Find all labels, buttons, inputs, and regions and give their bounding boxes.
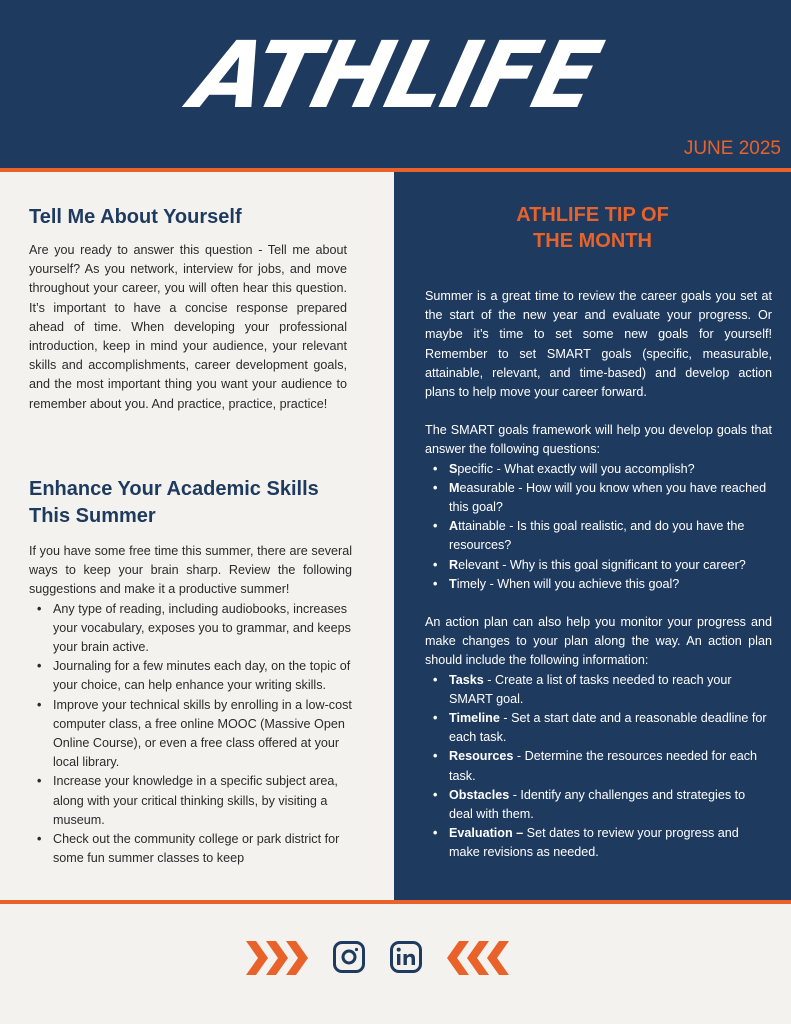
list-item bbox=[449, 575, 772, 594]
tip-paragraph: Summer is a great time to review the career goals you set at the start of the new year and evaluate your progress. Or maybe it’s time to set some new goals for yourself! Remember to set SMART goals (specific, measurable, attainable, relevant, and time-based) and develop action plans to help move your career forward. bbox=[425, 289, 772, 400]
tip-paragraph: The SMART goals framework will help you develop goals that answer the following questions: bbox=[425, 423, 772, 457]
smart-text: pecific - What exactly will you accomplish? bbox=[457, 461, 695, 476]
chevrons-right-icon bbox=[246, 941, 310, 975]
action-plan-list bbox=[425, 671, 772, 863]
smart-text: imely - When will you achieve this goal? bbox=[456, 576, 680, 591]
list-item bbox=[449, 786, 772, 824]
plan-term: Resources bbox=[449, 749, 514, 764]
list-item: • Increase your knowledge in a specific subject area, along with your critical thinking skills, by visiting a museum. bbox=[53, 772, 352, 830]
issue-date: JUNE 2025 bbox=[683, 138, 781, 159]
smart-text: easurable - How will you know when you have reached this goal? bbox=[449, 480, 767, 515]
section-body: Are you ready to answer this question - Tell me about yourself? As you network, interview for jobs, and move throughout your career, you will often hear this question. It’s important to have a concise response prepared ahead of time. When developing your professional introduction, keep in mind your audience, your relevant skills and accomplishments, career development goals, and the most important thing you want your audience to remember about you. And practice, practice, practice! bbox=[29, 243, 347, 411]
footer-icons bbox=[0, 935, 791, 985]
smart-text: ttainable - Is this goal realistic, and do you have the resources? bbox=[449, 519, 745, 553]
tip-paragraph: An action plan can also help you monitor your progress and make changes to your plan along the way. An action plan should include the following information: bbox=[425, 615, 772, 668]
tip-title-line: ATHLIFE TIP OF bbox=[516, 204, 669, 226]
plan-term: Timeline bbox=[449, 711, 500, 726]
list-item bbox=[449, 671, 772, 709]
smart-letter: T bbox=[449, 576, 457, 591]
tip-title bbox=[394, 202, 791, 254]
list-item bbox=[449, 556, 772, 575]
smart-letter: R bbox=[449, 557, 459, 572]
plan-term: Tasks bbox=[449, 672, 484, 687]
plan-text: - Create a list of tasks needed to reach your SMART goal. bbox=[449, 672, 732, 706]
right-column-tip bbox=[394, 172, 791, 900]
header-banner bbox=[0, 0, 791, 168]
smart-letter: M bbox=[449, 480, 460, 495]
list-item: • Journaling for a few minutes each day, on the topic of your choice, can help enhance your writing skills. bbox=[53, 657, 352, 695]
list-item bbox=[449, 479, 772, 517]
plan-text: - Identify any challenges and strategies to deal with them. bbox=[449, 787, 746, 822]
section-intro: If you have some free time this summer, there are several ways to keep your brain sharp. Review the following suggestions and make it a productive summer! bbox=[29, 544, 352, 597]
smart-list bbox=[425, 460, 772, 594]
athlife-logo: ATHLIFE bbox=[182, 22, 609, 129]
section-enhance-academic-skills bbox=[29, 476, 352, 868]
list-item bbox=[449, 747, 772, 785]
section-tell-me-about-yourself bbox=[29, 204, 347, 414]
list-item bbox=[449, 709, 772, 747]
linkedin-icon[interactable] bbox=[390, 941, 422, 973]
left-column bbox=[0, 172, 394, 900]
list-item bbox=[449, 824, 772, 862]
tip-title-line: THE MONTH bbox=[533, 230, 652, 252]
plan-text: - Determine the resources needed for each task. bbox=[449, 749, 758, 783]
list-item: • Any type of reading, including audiobooks, increases your vocabulary, exposes you to grammar, and keeps your brain active. bbox=[53, 600, 352, 658]
smart-letter: A bbox=[449, 519, 459, 534]
plan-text: - Set a start date and a reasonable deadline for each task. bbox=[449, 711, 767, 745]
plan-term: Evaluation – bbox=[449, 826, 524, 841]
plan-text: Set dates to review your progress and make revisions as needed. bbox=[449, 826, 739, 860]
instagram-icon[interactable] bbox=[333, 941, 365, 973]
tip-body bbox=[425, 287, 772, 863]
list-item bbox=[449, 517, 772, 555]
section-title: Enhance Your Academic Skills This Summer bbox=[29, 478, 319, 527]
chevrons-left-icon bbox=[445, 941, 509, 975]
smart-letter: S bbox=[449, 461, 458, 476]
suggestion-list bbox=[29, 600, 352, 869]
section-title: Tell Me About Yourself bbox=[29, 206, 242, 228]
smart-text: elevant - Why is this goal significant to your career? bbox=[458, 557, 746, 572]
list-item bbox=[449, 460, 772, 479]
list-item: • Improve your technical skills by enrolling in a low-cost computer class, a free online MOOC (Massive Open Online Course), or even a free class offered at your local library. bbox=[53, 696, 352, 773]
list-item: • Check out the community college or park district for some fun summer classes to keep bbox=[53, 830, 352, 868]
plan-term: Obstacles bbox=[449, 787, 510, 802]
bottom-divider bbox=[0, 900, 791, 904]
